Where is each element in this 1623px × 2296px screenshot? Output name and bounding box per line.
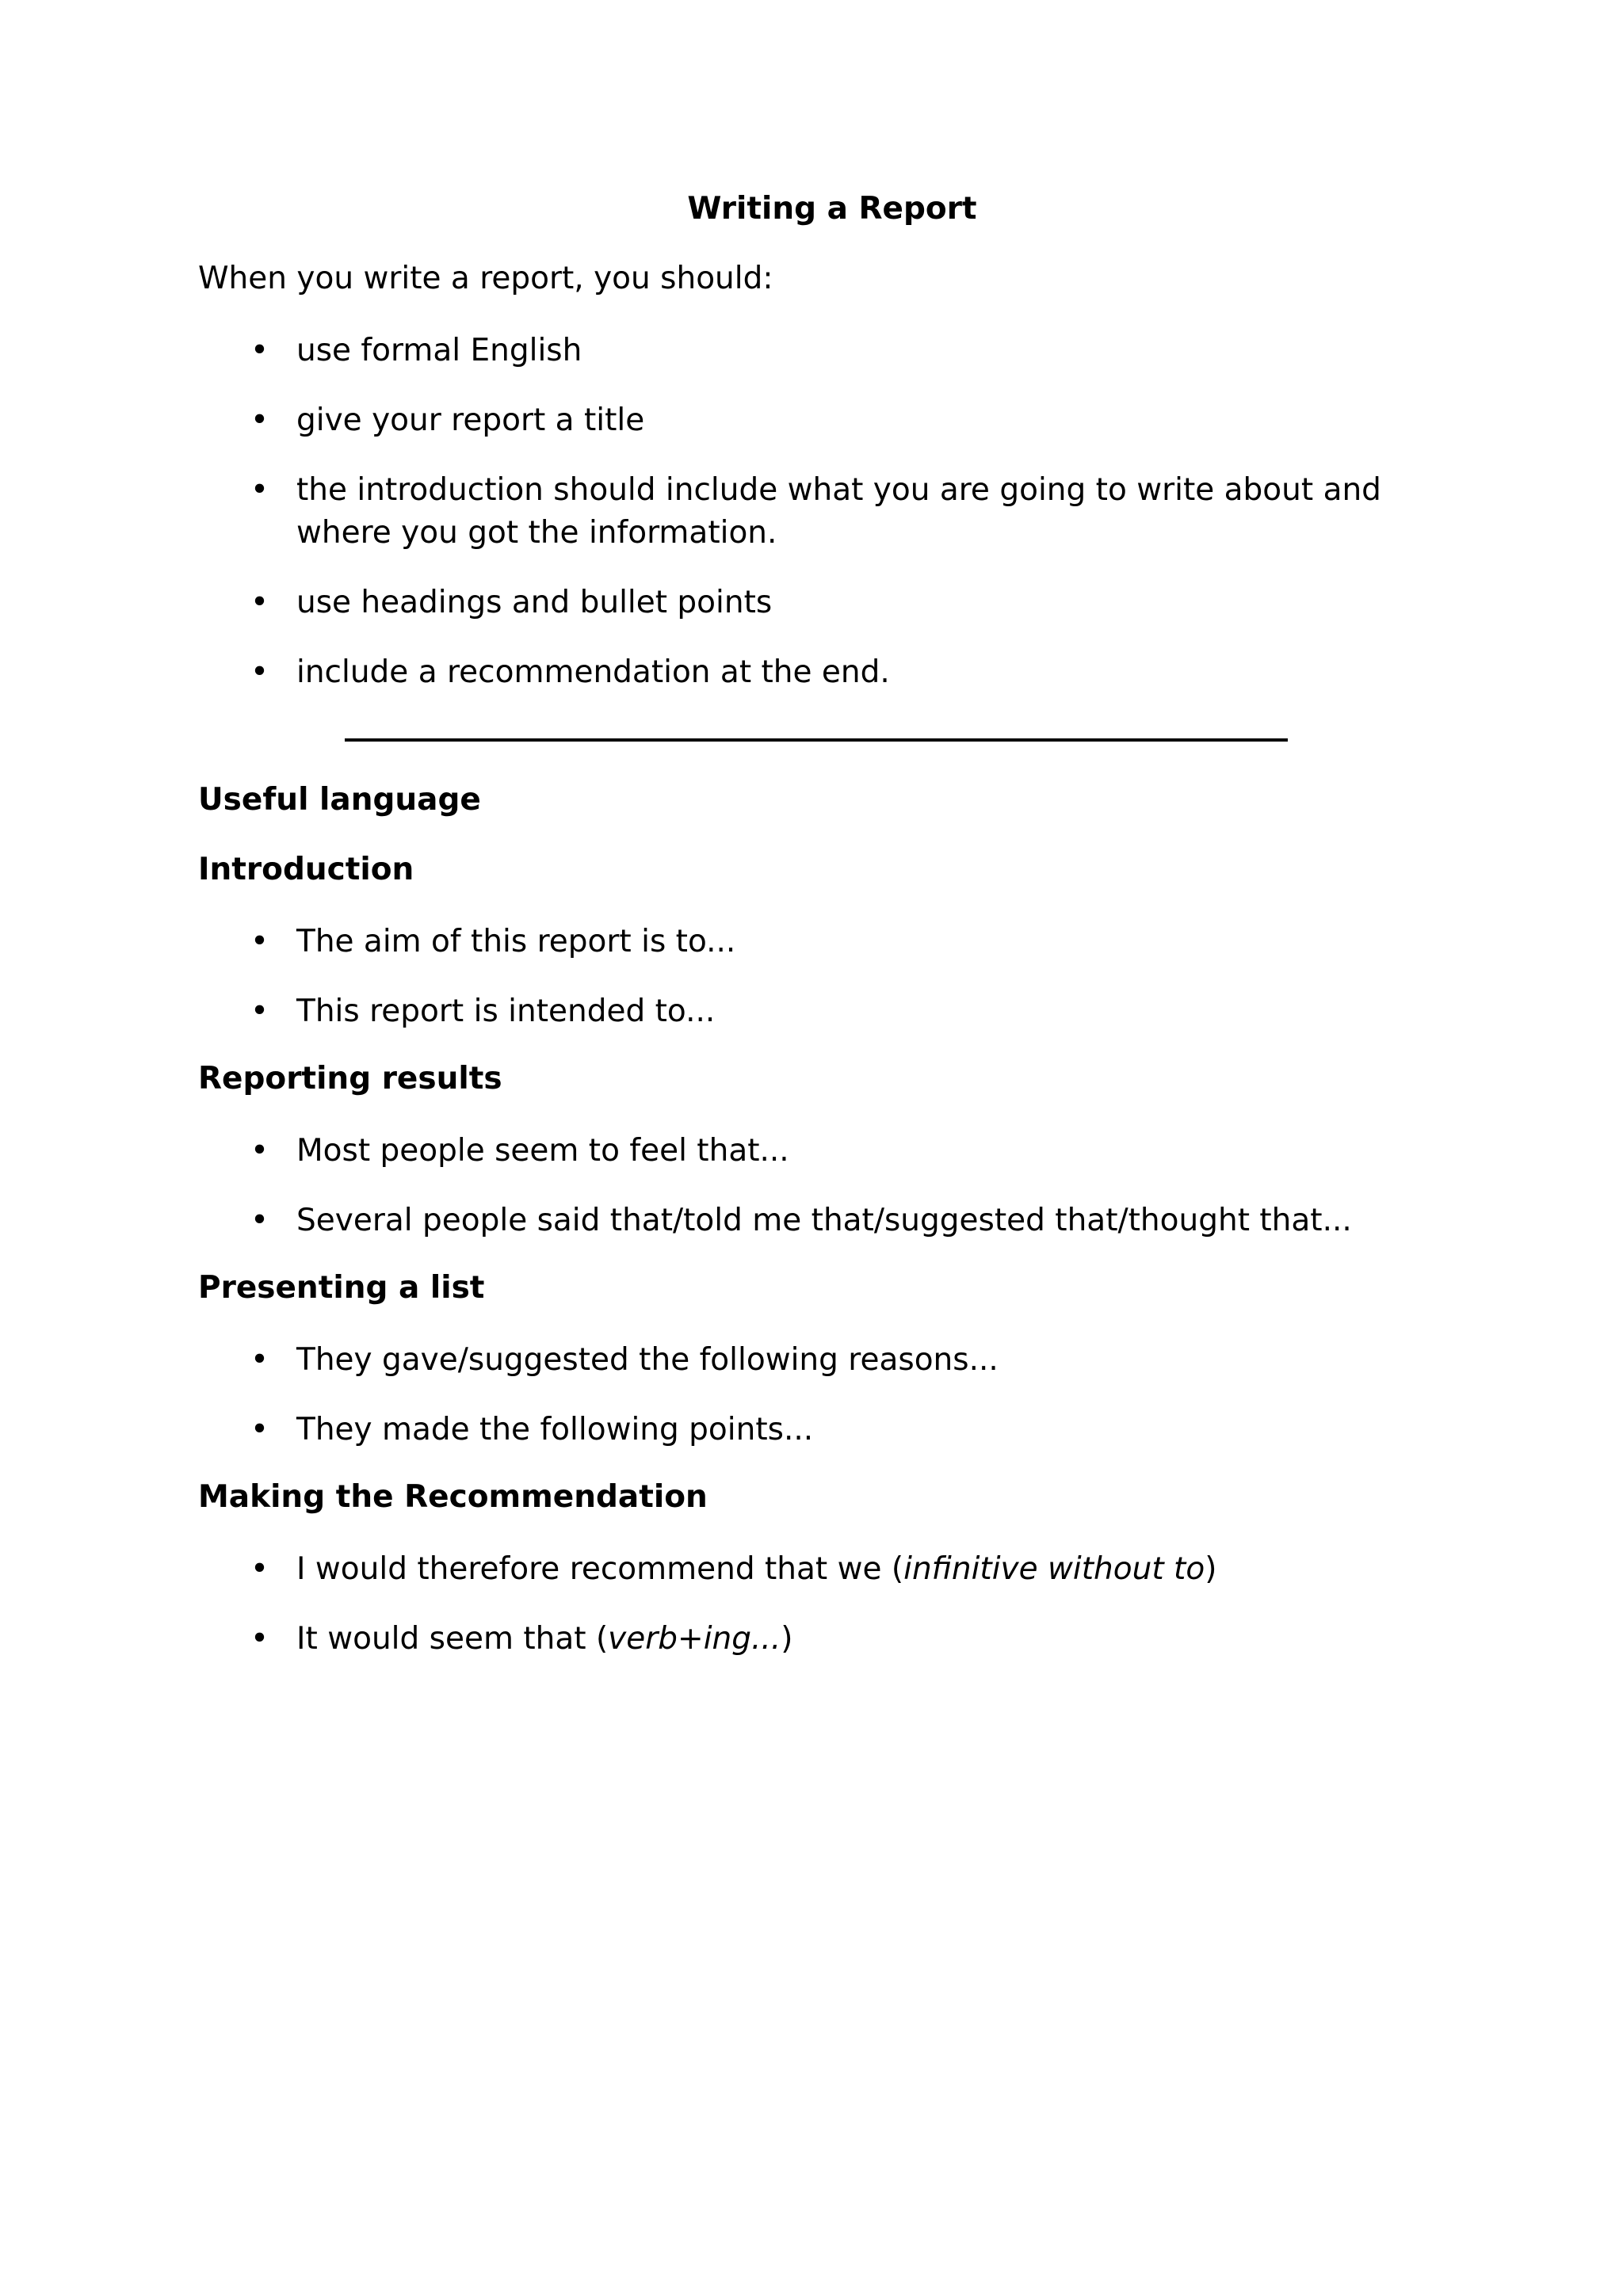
introduction-list	[198, 921, 1426, 1033]
list-item: • use headings and bullet points	[198, 582, 1426, 624]
reporting-results-heading: Reporting results	[198, 1061, 502, 1097]
recommendation-list	[198, 1548, 1426, 1661]
bullet-icon: •	[250, 1133, 269, 1169]
document-title: Writing a Report	[687, 191, 977, 227]
bullet-icon: •	[250, 333, 269, 368]
bullet-icon: •	[250, 585, 269, 620]
list-item: • Most people seem to feel that...	[198, 1130, 1426, 1173]
bullet-icon: •	[250, 1551, 269, 1587]
list-item: • Several people said that/told me that/suggested that/thought that...	[198, 1199, 1426, 1242]
bullet-icon: •	[250, 402, 269, 438]
list-item: • include a recommendation at the end.	[198, 651, 1426, 694]
introduction-heading: Introduction	[198, 852, 414, 887]
list-item: • the introduction should include what you are going to write about and where you got the information.	[198, 469, 1426, 555]
presenting-list-list	[198, 1339, 1426, 1451]
horizontal-divider	[345, 738, 1288, 742]
bullet-icon: •	[250, 1412, 269, 1447]
recommendation-heading: Making the Recommendation	[198, 1479, 708, 1515]
useful-language-heading: Useful language	[198, 782, 481, 818]
bullet-icon: •	[250, 1342, 269, 1378]
list-item: • This report is intended to...	[198, 990, 1426, 1033]
bullet-icon: •	[250, 1203, 269, 1238]
list-item: • They made the following points...	[198, 1409, 1426, 1451]
list-item: • They gave/suggested the following reasons...	[198, 1339, 1426, 1382]
list-item: • It would seem that (verb+ing...)	[198, 1618, 1426, 1661]
list-item: • The aim of this report is to...	[198, 921, 1426, 963]
bullet-icon: •	[250, 654, 269, 690]
bullet-icon: •	[250, 994, 269, 1029]
bullet-icon: •	[250, 472, 269, 508]
bullet-icon: •	[250, 924, 269, 959]
reporting-results-list	[198, 1130, 1426, 1242]
bullet-icon: •	[250, 1621, 269, 1657]
list-item: • use formal English	[198, 330, 1426, 372]
list-item: • give your report a title	[198, 399, 1426, 442]
presenting-list-heading: Presenting a list	[198, 1270, 485, 1306]
guidelines-list	[198, 330, 1426, 694]
document-page	[198, 190, 1426, 1688]
list-item: • I would therefore recommend that we (infinitive without to)	[198, 1548, 1426, 1591]
intro-text: When you write a report, you should:	[198, 261, 773, 296]
